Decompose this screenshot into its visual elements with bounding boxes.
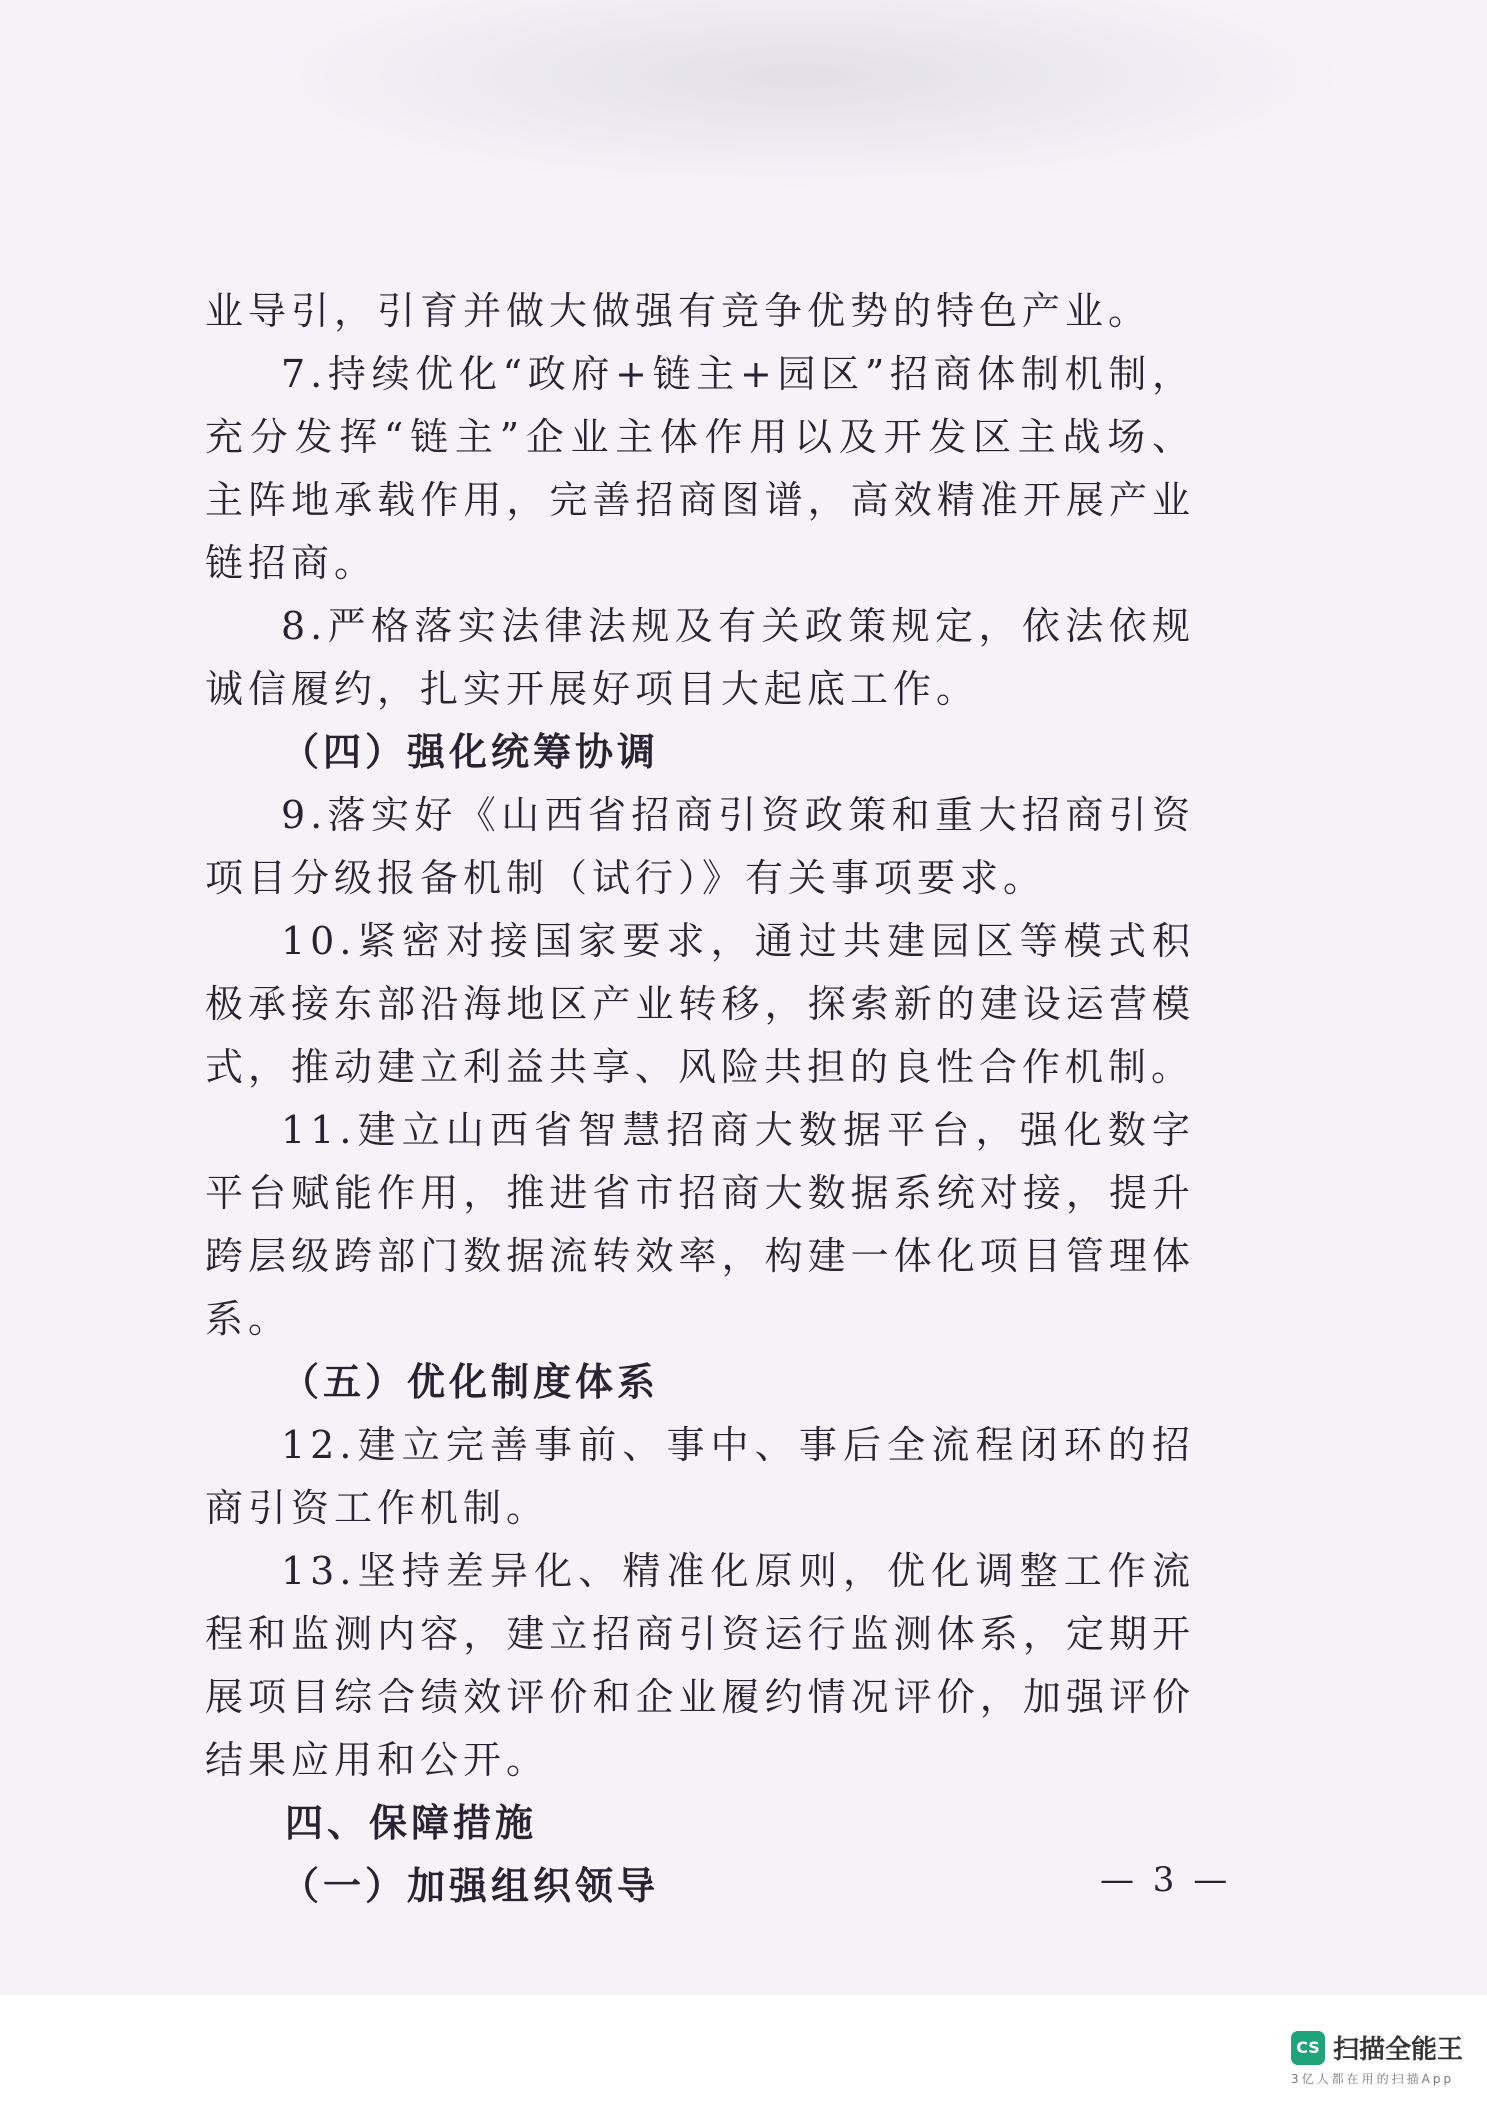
paragraph-item-13: 13.坚持差异化、精准化原则，优化调整工作流程和监测内容，建立招商引资运行监测体系，定期开展项目综合绩效评价和企业履约情况评价，加强评价结果应用和公开。 (205, 1549, 1195, 1782)
paragraph-item-9: 9.落实好《山西省招商引资政策和重大招商引资项目分级报备机制（试行）》有关事项要求。 (205, 793, 1195, 900)
section-heading-5: （五）优化制度体系 (281, 1360, 660, 1404)
paragraph-continuation: 业导引，引育并做大做强有竞争优势的特色产业。 (205, 289, 1152, 333)
paragraph-item-7: 7.持续优化“政府+链主+园区”招商体制机制，充分发挥“链主”企业主体作用以及开发区主战场、主阵地承载作用，完善招商图谱，高效精准开展产业链招商。 (205, 352, 1195, 585)
section-heading-4: （四）强化统筹协调 (281, 730, 660, 774)
scanner-watermark (1291, 2029, 1463, 2087)
page-number: — 3 — (1100, 1860, 1232, 1900)
paragraph-item-8: 8.严格落实法律法规及有关政策规定，依法依规诚信履约，扎实开展好项目大起底工作。 (205, 604, 1195, 711)
camscanner-logo-icon: CS (1291, 2031, 1325, 2065)
watermark-app-name: 扫描全能王 (1332, 2035, 1463, 2065)
paragraph-item-10: 10.紧密对接国家要求，通过共建园区等模式积极承接东部沿海地区产业转移，探索新的建设运营模式，推动建立利益共享、风险共担的良性合作机制。 (205, 919, 1195, 1089)
watermark-slogan: 3亿人都在用的扫描App (1290, 2072, 1455, 2086)
watermark-header (1291, 2029, 1463, 2066)
chapter-heading-safeguards: 四、保障措施 (285, 1801, 538, 1845)
paragraph-item-11: 11.建立山西省智慧招商大数据平台，强化数字平台赋能作用，推进省市招商大数据系统对接，提升跨层级跨部门数据流转效率，构建一体化项目管理体系。 (205, 1108, 1195, 1341)
section-heading-1: （一）加强组织领导 (281, 1864, 660, 1908)
document-body (205, 280, 1195, 1918)
paragraph-item-12: 12.建立完善事前、事中、事后全流程闭环的招商引资工作机制。 (205, 1423, 1195, 1530)
